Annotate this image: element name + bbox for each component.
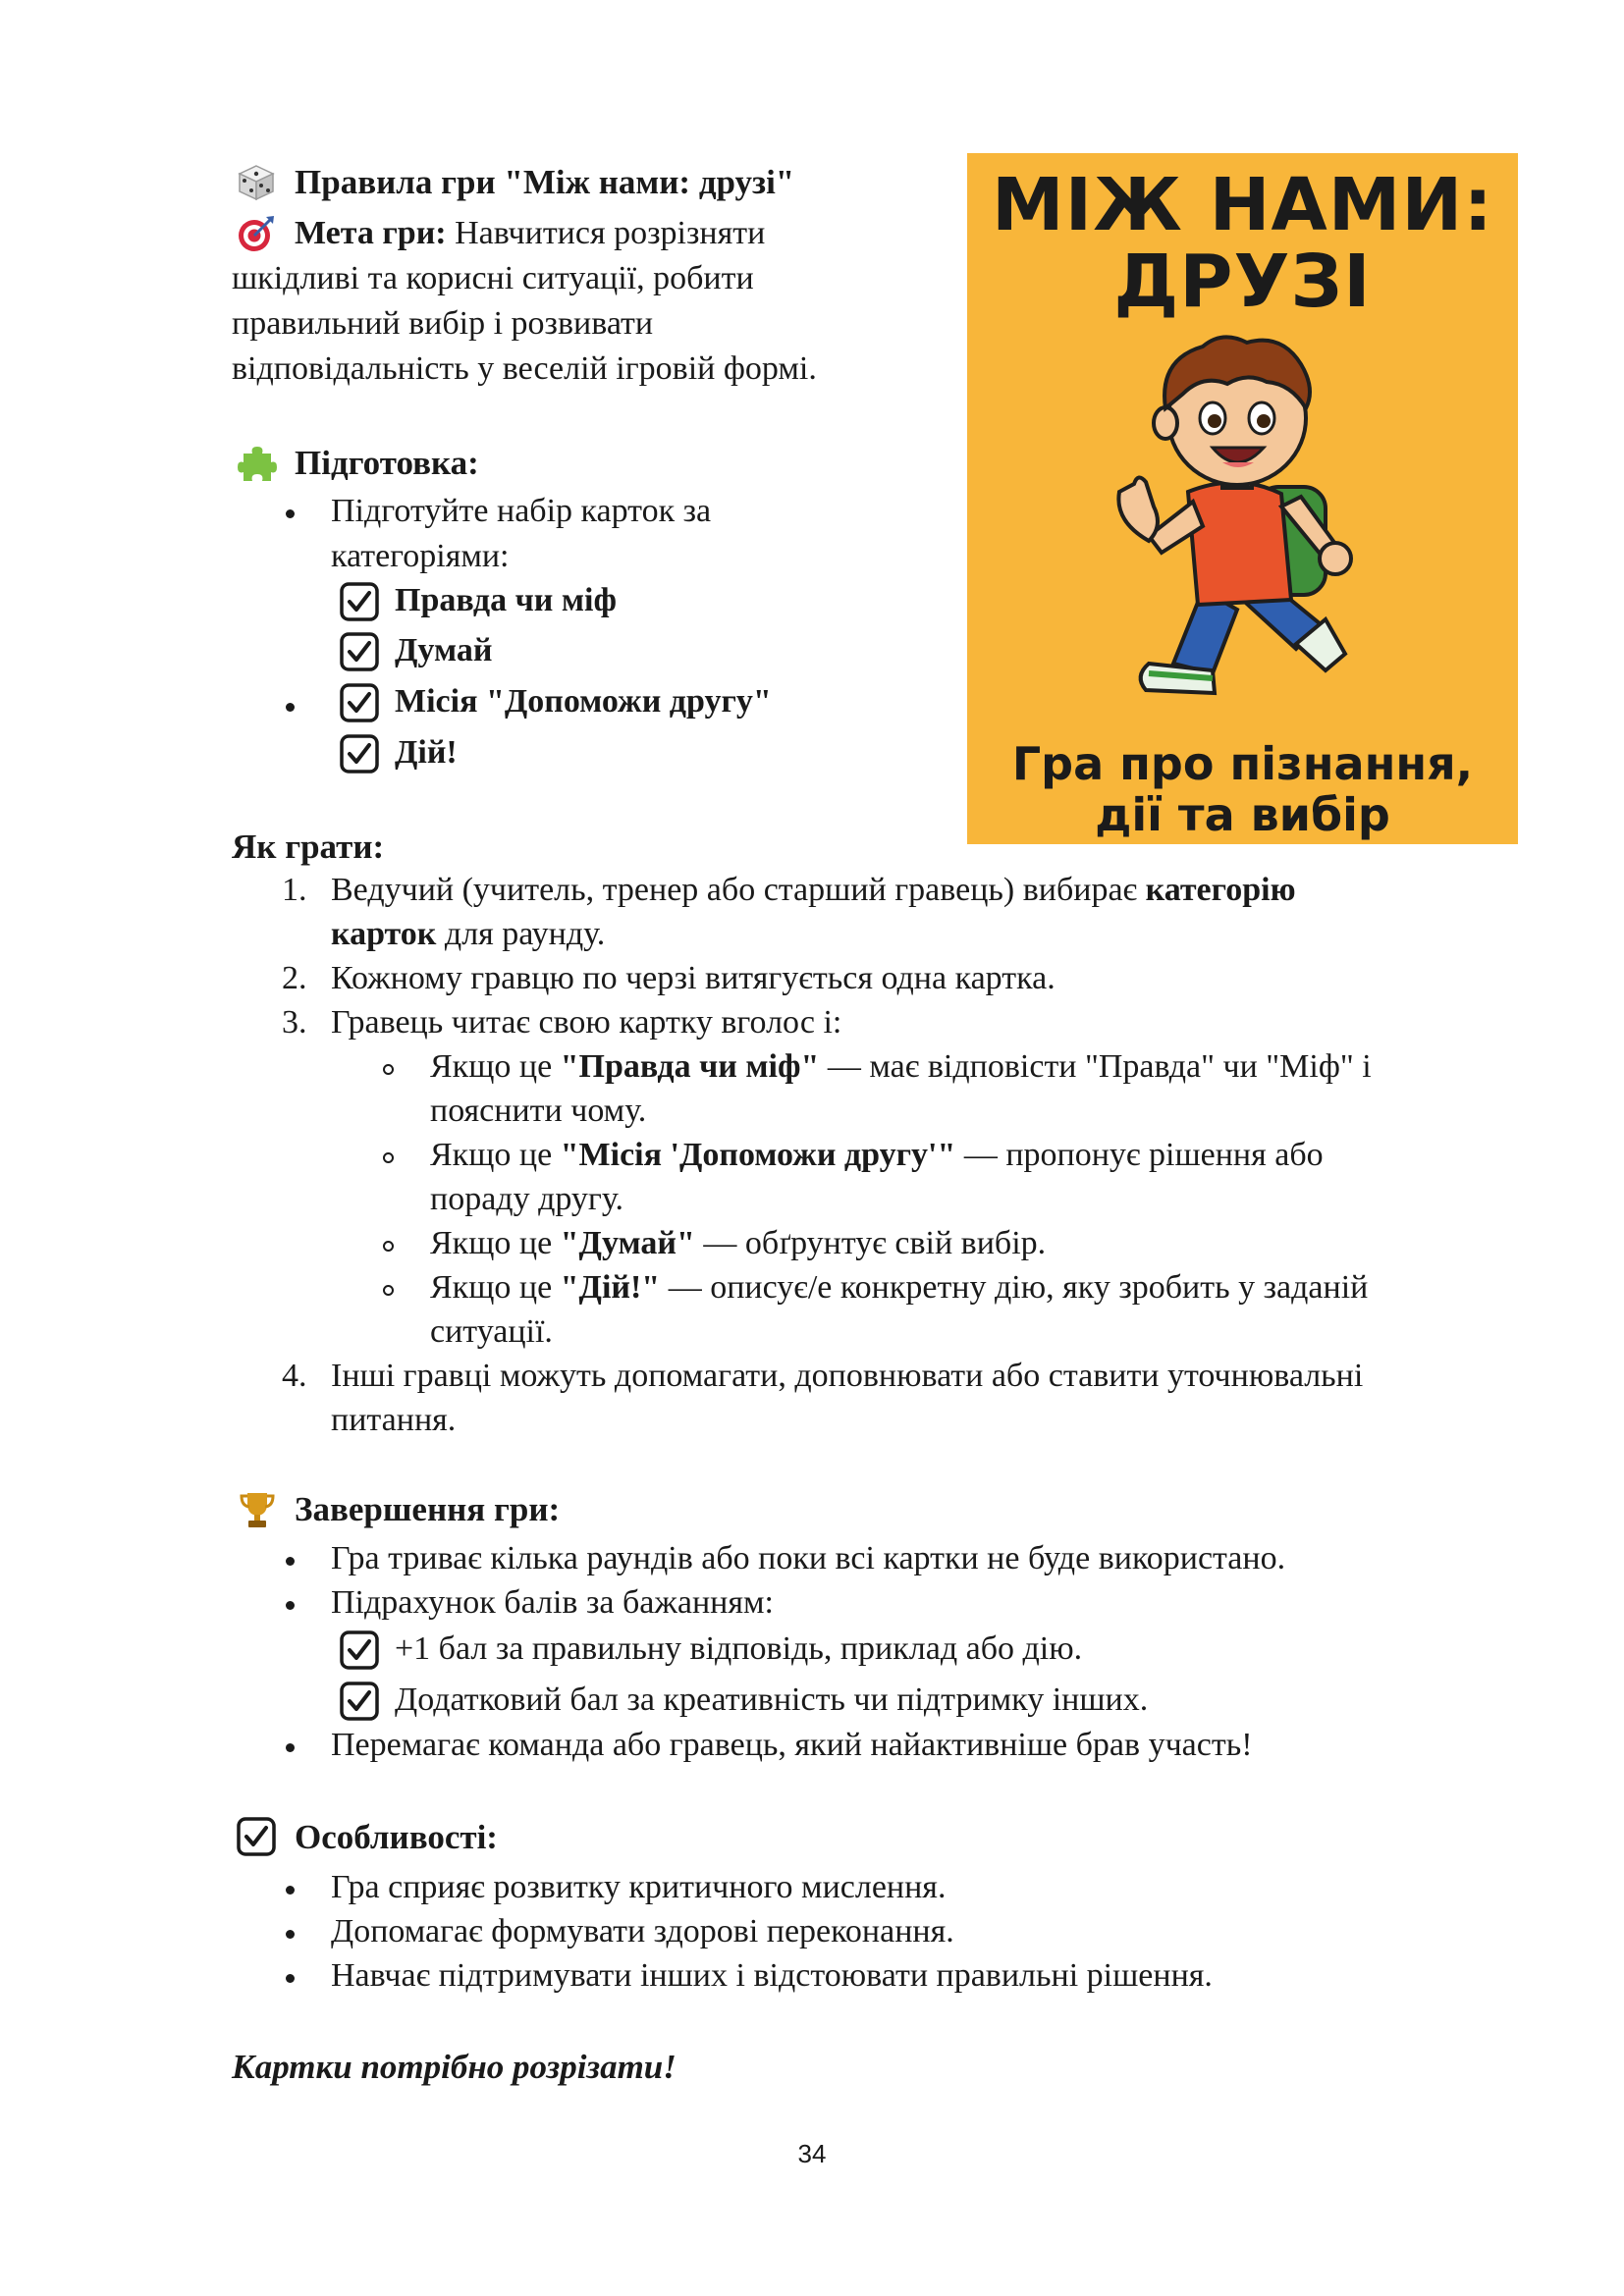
dice-icon <box>237 163 276 202</box>
substep-1-bold: "Правда чи міф" <box>560 1048 820 1085</box>
checkbox-icon <box>340 683 379 722</box>
goal-line-1 <box>295 211 765 256</box>
preparation-heading: Підготовка: <box>295 444 479 482</box>
sub-bullet <box>383 1285 394 1296</box>
substep-3-bold: "Думай" <box>560 1225 695 1261</box>
sub-bullet <box>383 1152 394 1163</box>
poster-title-1: МІЖ НАМИ: <box>992 163 1493 247</box>
substep-3-pre: Якщо це <box>430 1225 561 1261</box>
ending-item-1: Гра триває кілька раундів або поки всі картки не буде використано. <box>331 1540 1286 1576</box>
substep-2-line-1 <box>430 1133 1324 1178</box>
target-icon <box>237 214 276 253</box>
step-1-bold-2: карток <box>331 916 437 952</box>
poster-subtitle-1: Гра про пізнання, <box>1011 737 1474 790</box>
bullet <box>286 1743 295 1752</box>
substep-1-pre: Якщо це <box>430 1048 561 1085</box>
step-4-line-2: питання. <box>331 1402 457 1438</box>
substep-2-bold: "Місія 'Допоможи другу'" <box>560 1137 956 1173</box>
checkbox-icon <box>340 734 379 774</box>
ending-check-2: Додатковий бал за креативність чи підтримку інших. <box>395 1682 1149 1718</box>
sub-bullet <box>383 1241 394 1252</box>
category-1: Правда чи міф <box>395 582 617 618</box>
step-2: Кожному гравцю по черзі витягується одна картка. <box>331 960 1056 996</box>
step-4-line-1: Інші гравці можуть допомагати, доповнювати або ставити уточнювальні <box>331 1358 1364 1394</box>
check-box-icon <box>237 1817 276 1856</box>
substep-4-post: — описує/е конкретну дію, яку зробить у заданій <box>660 1269 1369 1306</box>
goal-line-2: шкідливі та корисні ситуації, робити <box>232 260 754 296</box>
ending-heading: Завершення гри: <box>295 1490 561 1528</box>
checkbox-icon <box>340 582 379 621</box>
step-number-4: 4. <box>282 1358 307 1394</box>
bullet <box>286 703 295 712</box>
step-number-1: 1. <box>282 872 307 908</box>
checkbox-icon <box>340 1682 379 1721</box>
trophy-icon <box>238 1490 277 1529</box>
bullet <box>286 1886 295 1895</box>
bullet <box>286 509 295 518</box>
substep-1-line-2: пояснити чому. <box>430 1093 647 1129</box>
substep-4-bold: "Дій!" <box>560 1269 661 1306</box>
category-3: Місія "Допоможи другу" <box>395 683 772 720</box>
checkbox-icon <box>340 1630 379 1670</box>
substep-3-post: — обґрунтує свій вибір. <box>694 1225 1047 1261</box>
bullet <box>286 1930 295 1939</box>
ending-check-1: +1 бал за правильну відповідь, приклад або дію. <box>395 1630 1083 1667</box>
step-number-2: 2. <box>282 960 307 996</box>
sub-bullet <box>383 1064 394 1075</box>
goal-text-1: Навчитися розрізняти <box>455 215 766 251</box>
step-1-text: Ведучий (учитель, тренер або старший гравець) вибирає <box>331 872 1146 908</box>
category-4: Дій! <box>395 734 458 771</box>
boy-illustration <box>1056 325 1438 718</box>
substep-2-pre: Якщо це <box>430 1137 561 1173</box>
substep-3 <box>430 1221 1046 1266</box>
step-number-3: 3. <box>282 1004 307 1041</box>
step-3: Гравець читає свою картку вголос і: <box>331 1004 842 1041</box>
feature-item-1: Гра сприяє розвитку критичного мислення. <box>331 1869 947 1905</box>
substep-2-post: — пропонує рішення або <box>955 1137 1324 1173</box>
goal-line-4: відповідальність у веселій ігровій формі. <box>232 350 817 387</box>
step-1-bold: категорію <box>1145 872 1296 908</box>
step-1-text-2: для раунду. <box>436 916 606 952</box>
feature-item-2: Допомагає формувати здорові переконання. <box>331 1913 954 1949</box>
page-title: Правила гри "Між нами: друзі" <box>295 163 795 201</box>
cut-cards-note: Картки потрібно розрізати! <box>232 2048 677 2086</box>
substep-4-pre: Якщо це <box>430 1269 561 1306</box>
step-1-line-1 <box>331 868 1296 913</box>
substep-2-line-2: пораду другу. <box>430 1181 623 1217</box>
bullet <box>286 1974 295 1983</box>
game-poster <box>967 153 1518 844</box>
ending-item-2: Підрахунок балів за бажанням: <box>331 1584 774 1621</box>
bullet <box>286 1557 295 1566</box>
bullet <box>286 1601 295 1610</box>
puzzle-icon <box>238 444 277 483</box>
substep-1-line-1 <box>430 1044 1372 1090</box>
page-number: 34 <box>797 2139 827 2168</box>
substep-4-line-2: ситуації. <box>430 1313 553 1350</box>
preparation-item-line-2: категоріями: <box>331 538 510 574</box>
ending-item-3: Перемагає команда або гравець, який найактивніше брав участь! <box>331 1727 1253 1763</box>
category-2: Думай <box>395 632 493 668</box>
goal-line-3: правильний вибір і розвивати <box>232 305 654 342</box>
substep-4-line-1 <box>430 1265 1368 1310</box>
substep-1-post: — має відповісти "Правда" чи "Міф" і <box>819 1048 1372 1085</box>
step-1-line-2 <box>331 912 605 957</box>
feature-item-3: Навчає підтримувати інших і відстоювати правильні рішення. <box>331 1957 1213 1994</box>
preparation-item-line-1: Підготуйте набір карток за <box>331 493 712 529</box>
how-to-play-heading: Як грати: <box>232 828 385 866</box>
features-heading: Особливості: <box>295 1818 498 1856</box>
checkbox-icon <box>340 632 379 671</box>
poster-title-2: ДРУЗІ <box>1113 240 1372 324</box>
goal-label: Мета гри: <box>295 215 447 251</box>
poster-subtitle-2: дії та вибір <box>1095 788 1390 841</box>
